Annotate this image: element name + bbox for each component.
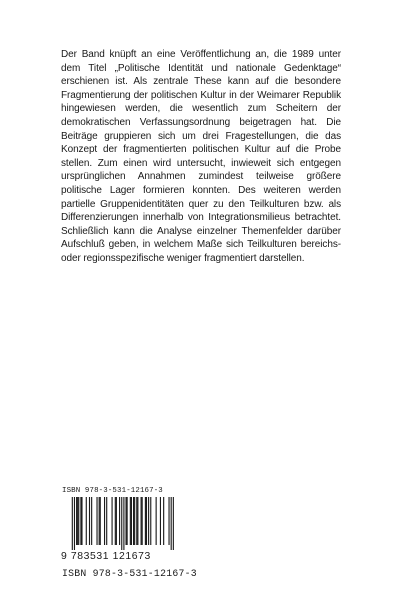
- barcode-bar: [125, 497, 126, 545]
- barcode-bar: [99, 497, 100, 545]
- barcode-bar: [104, 497, 105, 545]
- barcode-bar: [116, 497, 117, 545]
- ean-digits: 9 783531 121673: [61, 551, 151, 562]
- back-cover-blurb: Der Band knüpft an eine Veröffentlichung an, die 1989 unter dem Titel „Politische Identität und nationale Gedenktage“ erschienen ist. Als zentrale These kann auf die besondere Fragmentierung der politischen Kultur in der Weimarer Republik hingewiesen werden, die wesentlich zum Scheitern der demokratischen Verfassungsordnung beigetragen hat. Die Beiträge gruppieren sich um drei Fragestellungen, die das Konzept der fragmentierten politischen Kultur auf die Probe stellen. Zum einen wird untersucht, inwieweit sich entgegen ursprünglichen Annahmen zumindest teilweise größere politische Lager formieren konnten. Des weiteren werden partielle Gruppenidentitäten quer zu den Teilkulturen bzw. als Differenzierungen innerhalb von Integrationsmilieus betrachtet. Schließlich kann die Analyse einzelner Themenfelder darüber Aufschluß geben, in welchem Maße sich Teilkulturen bereichs- oder regionsspezifische weniger fragmentiert darstellen.: [61, 49, 341, 264]
- barcode-bar: [134, 497, 135, 545]
- barcode-bar: [96, 497, 97, 545]
- barcode-bar: [86, 497, 87, 545]
- barcode-bar: [133, 497, 134, 545]
- barcode-bar: [130, 497, 131, 545]
- barcode-bar: [76, 497, 77, 545]
- barcode-bar: [91, 497, 92, 545]
- barcode-guard-bar: [121, 497, 122, 550]
- isbn-label-top: ISBN 978-3-531-12167-3: [62, 487, 163, 495]
- barcode-guard-bar: [171, 497, 172, 550]
- barcode-bar: [81, 497, 82, 545]
- barcode-bar: [112, 497, 113, 545]
- barcode-guard-bar: [173, 497, 174, 550]
- barcode-bar: [80, 497, 81, 545]
- barcode-bar: [146, 497, 147, 545]
- barcode-bar: [119, 497, 120, 545]
- barcode-bar: [156, 497, 157, 545]
- barcode-bar: [106, 497, 107, 545]
- barcode-bar: [89, 497, 90, 545]
- barcode-bar: [148, 497, 149, 545]
- barcode-bars: [61, 497, 176, 552]
- barcode-bar: [141, 497, 142, 545]
- barcode-guard-bar: [74, 497, 75, 550]
- barcode-bar: [100, 497, 101, 545]
- barcode-bar: [137, 497, 138, 545]
- barcode-bar: [127, 497, 128, 545]
- barcode-bar: [150, 497, 151, 545]
- barcode-bar: [168, 497, 169, 545]
- barcode-bar: [163, 497, 164, 545]
- barcode-bar: [136, 497, 137, 545]
- barcode-bar: [160, 497, 161, 545]
- barcode-bar: [131, 497, 132, 545]
- barcode-bar: [142, 497, 143, 545]
- barcode-bar: [78, 497, 79, 545]
- barcode-guard-bar: [72, 497, 73, 550]
- barcode: [61, 497, 176, 562]
- barcode-bar: [77, 497, 78, 545]
- barcode-bar: [115, 497, 116, 545]
- barcode-bar: [145, 497, 146, 545]
- barcode-guard-bar: [123, 497, 124, 550]
- isbn-label-bottom: ISBN 978-3-531-12167-3: [62, 568, 197, 579]
